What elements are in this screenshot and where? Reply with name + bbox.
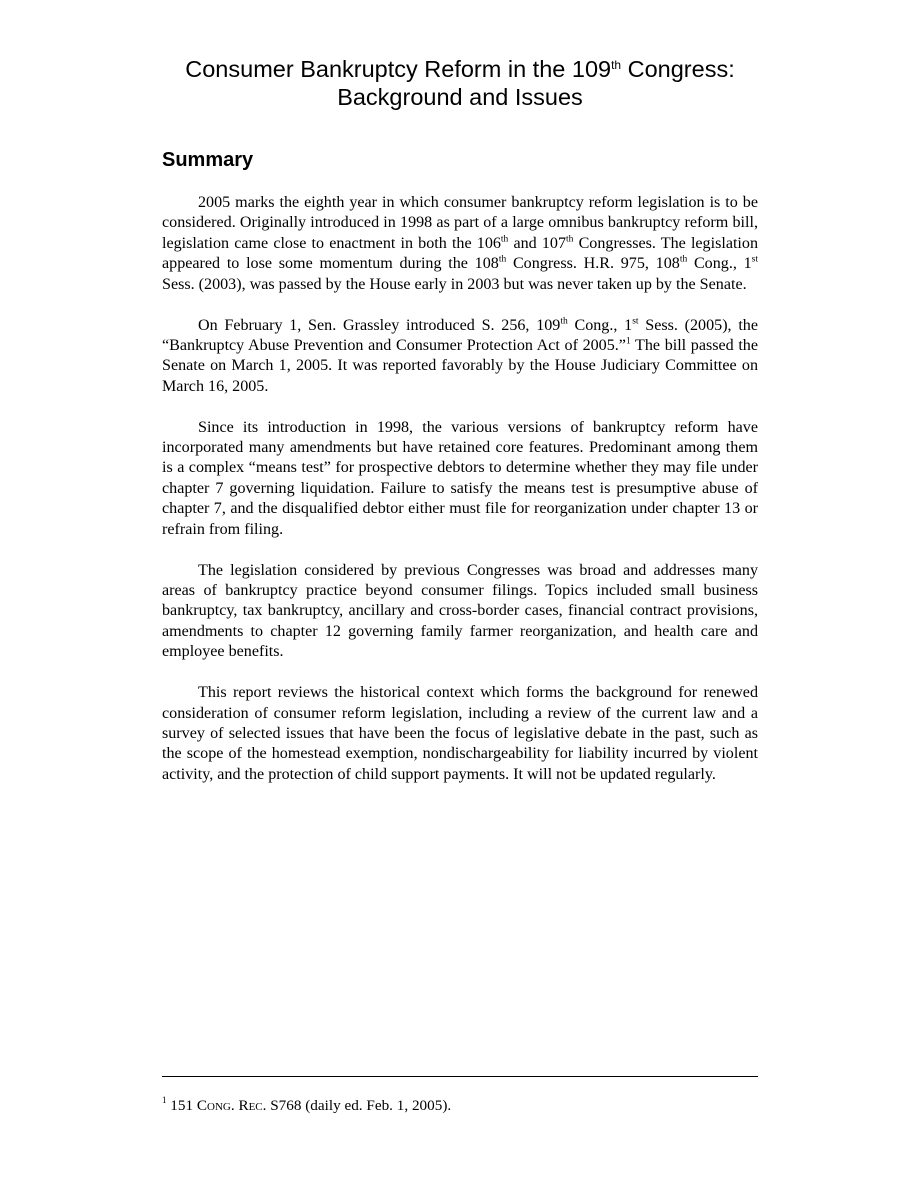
title-superscript: th	[611, 58, 622, 72]
text-run: S768 (daily ed. Feb. 1, 2005).	[266, 1097, 452, 1114]
footnote-marker: 1	[162, 1095, 167, 1105]
summary-body	[162, 193, 758, 806]
title-line-2: Background and Issues	[337, 84, 583, 110]
text-run: Sess. (2003), was passed by the House early in 2003 but was never taken up by the Senate.	[162, 275, 747, 293]
paragraph-1	[162, 193, 758, 295]
title-line-1	[120, 55, 800, 83]
text-run: Congress. H.R. 975, 108	[506, 255, 680, 273]
paragraph-5: This report reviews the historical context which forms the background for renewed consideration of consumer reform legislation, including a review of the current law and a survey of selected issues that have been the focus of legislative debate in the past, such as the scope of the homestead exemption, nondischargeability for liability incurred by violent activity, and the protection of child support payments. It will not be updated regularly.	[162, 684, 758, 783]
text-run: 2005 marks the eighth year in which consumer bankruptcy reform legislation is to be considered. Originally introduced in 1998 as part of a large omnibus bankruptcy reform bill, legislation came close to enactment in both the 106	[162, 194, 758, 252]
footnote-divider	[162, 1076, 758, 1077]
text-run: Rec.	[238, 1097, 267, 1114]
text-run: Cong.	[196, 1097, 235, 1114]
paragraph-2	[162, 316, 758, 398]
text-run: Congresses. The legislation appeared to lose some momentum during the 108	[162, 234, 758, 273]
superscript: th	[500, 234, 509, 245]
superscript: th	[560, 316, 568, 327]
footnote-1	[162, 1096, 758, 1116]
title-text-part: Congress:	[621, 56, 735, 82]
superscript: th	[566, 234, 574, 245]
text-run: and 107	[508, 234, 567, 252]
text-run: Sess. (2005), the “Bankruptcy Abuse Prevention and Consumer Protection Act of 2005.”	[162, 316, 758, 354]
summary-heading: Summary	[162, 149, 254, 171]
superscript: th	[679, 254, 688, 265]
text-run: Cong., 1	[687, 255, 752, 273]
page-title	[120, 55, 800, 111]
paragraph-3: Since its introduction in 1998, the various versions of bankruptcy reform have incorporated many amendments but have retained core features. Predominant among them is a complex “means test” for prospective debtors to determine whether they may file under chapter 7 governing liquidation. Failure to satisfy the means test is presumptive abuse of chapter 7, and the disqualified debtor either must file for reorganization under chapter 13 or refrain from filing.	[162, 418, 758, 538]
text-run: 151	[166, 1097, 197, 1114]
superscript: st	[632, 316, 639, 327]
superscript: th	[498, 254, 507, 265]
footnote-reference[interactable]: 1	[625, 336, 631, 347]
paragraph-4: The legislation considered by previous Congresses was broad and addresses many areas of bankruptcy practice beyond consumer filings. Topics included small business bankruptcy, tax bankruptcy, ancillary and cross-border cases, financial contract provisions, amendments to chapter 12 governing family farmer reorganization, and health care and employee benefits.	[162, 561, 758, 661]
text-run: Cong., 1	[567, 316, 633, 334]
title-text-part: Consumer Bankruptcy Reform in the 109	[185, 56, 612, 82]
superscript: st	[751, 254, 758, 265]
text-run: On February 1, Sen. Grassley introduced S. 256, 109	[198, 316, 561, 334]
text-run: The bill passed the Senate on March 1, 2005. It was reported favorably by the House Judiciary Committee on March 16, 2005.	[162, 336, 758, 395]
